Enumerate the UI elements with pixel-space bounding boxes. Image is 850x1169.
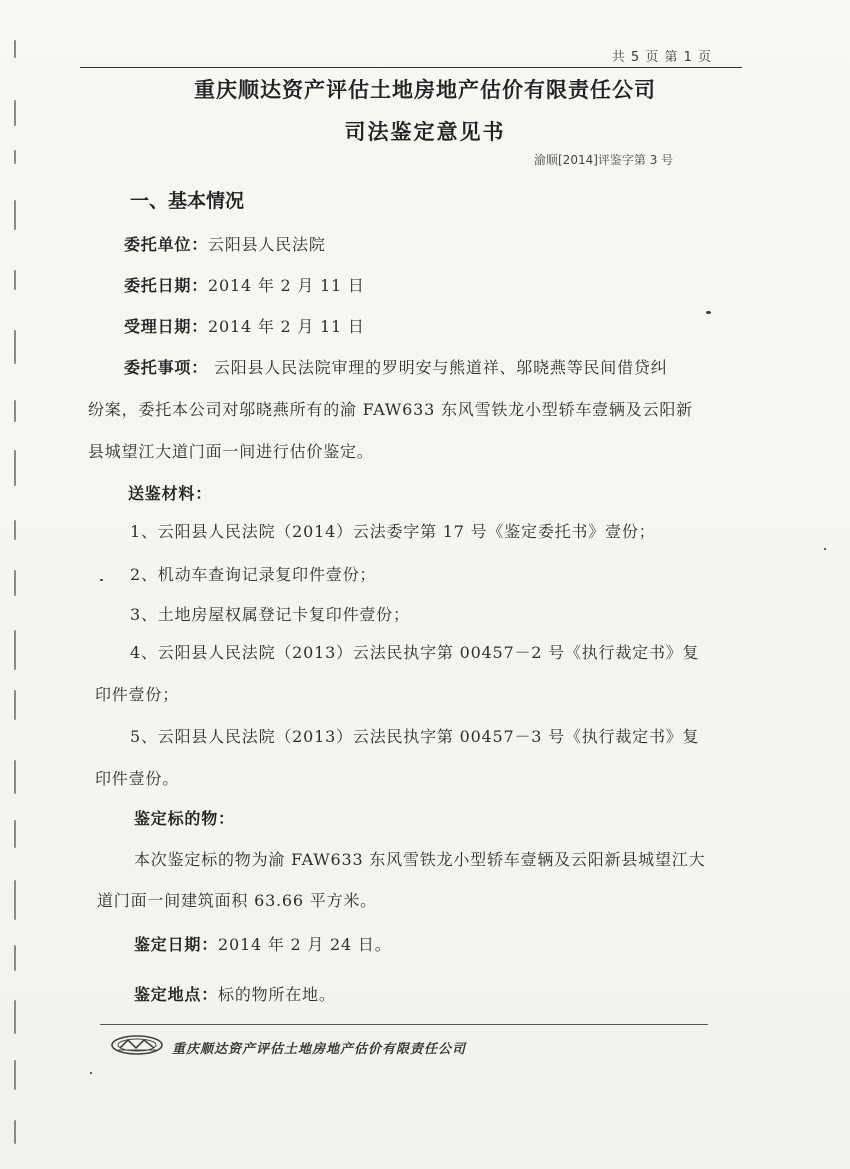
appraisal-date-label: 鉴定日期：: [134, 935, 219, 954]
client-label: 委托单位：: [124, 235, 209, 254]
material-item-2: 2、机动车查询记录复印件壹份；: [130, 565, 377, 584]
accept-date-label: 受理日期：: [124, 317, 209, 336]
entrust-date-row: [124, 273, 365, 296]
section-heading: 一、基本情况: [130, 190, 245, 212]
footer-rule: [100, 1024, 708, 1025]
matter-text-line2: 纷案，委托本公司对邬晓燕所有的渝 FAW633 东风雪铁龙小型轿车壹辆及云阳新: [88, 400, 693, 419]
subject-label: 鉴定标的物：: [134, 809, 235, 828]
material-item-1: 1、云阳县人民法院（2014）云法委字第 17 号《鉴定委托书》壹份；: [130, 522, 656, 541]
document-title: 司法鉴定意见书: [344, 120, 506, 144]
subject-heading: [134, 806, 235, 829]
subject-text-line1: 本次鉴定标的物为渝 FAW633 东风雪铁龙小型轿车壹辆及云阳新县城望江大: [134, 850, 706, 869]
scan-speck: [706, 311, 711, 314]
company-title: 重庆顺达资产评估土地房地产估价有限责任公司: [194, 78, 656, 102]
location-label: 鉴定地点：: [134, 985, 219, 1004]
material-item-3: 3、土地房屋权属登记卡复印件壹份；: [130, 605, 410, 624]
appraisal-date-value: 2014 年 2 月 24 日。: [218, 935, 392, 954]
matter-text-line3: 县城望江大道门面一间进行估价鉴定。: [88, 442, 374, 461]
accept-date-value: 2014 年 2 月 11 日: [208, 317, 365, 336]
client-value: 云阳县人民法院: [208, 235, 326, 254]
matter-text-line1: 云阳县人民法院审理的罗明安与熊道祥、邬晓燕等民间借贷纠: [213, 358, 668, 377]
subject-text-line2: 道门面一间建筑面积 63.66 平方米。: [97, 891, 377, 910]
client-row: [124, 232, 326, 255]
binding-edge-marks: [14, 30, 20, 1150]
matter-row: [124, 355, 668, 378]
material-item-4-line2: 印件壹份；: [95, 685, 180, 704]
appraisal-date-row: [134, 932, 392, 955]
header-rule: [80, 67, 742, 68]
page-count: 共 5 页 第 1 页: [611, 50, 712, 65]
matter-label: 委托事项：: [124, 358, 209, 377]
material-item-5-line1: 5、云阳县人民法院（2013）云法民执字第 00457－3 号《执行裁定书》复: [130, 727, 700, 746]
location-value: 标的物所在地。: [218, 985, 336, 1004]
scan-speck: [100, 579, 103, 581]
document-number: 渝顺[2014]评鉴字第 3 号: [534, 153, 674, 167]
material-item-5-line2: 印件壹份。: [95, 769, 180, 788]
entrust-date-label: 委托日期：: [124, 276, 209, 295]
scan-speck: [824, 548, 826, 550]
footer-company-name: 重庆顺达资产评估土地房地产估价有限责任公司: [172, 1042, 467, 1057]
entrust-date-value: 2014 年 2 月 11 日: [208, 276, 365, 295]
materials-label: 送鉴材料：: [128, 484, 213, 503]
materials-heading: [128, 481, 212, 504]
company-logo-icon: [110, 1034, 164, 1056]
scan-speck: [90, 1072, 92, 1074]
location-row: [134, 982, 336, 1005]
accept-date-row: [124, 314, 365, 337]
material-item-4-line1: 4、云阳县人民法院（2013）云法民执字第 00457－2 号《执行裁定书》复: [130, 643, 700, 662]
